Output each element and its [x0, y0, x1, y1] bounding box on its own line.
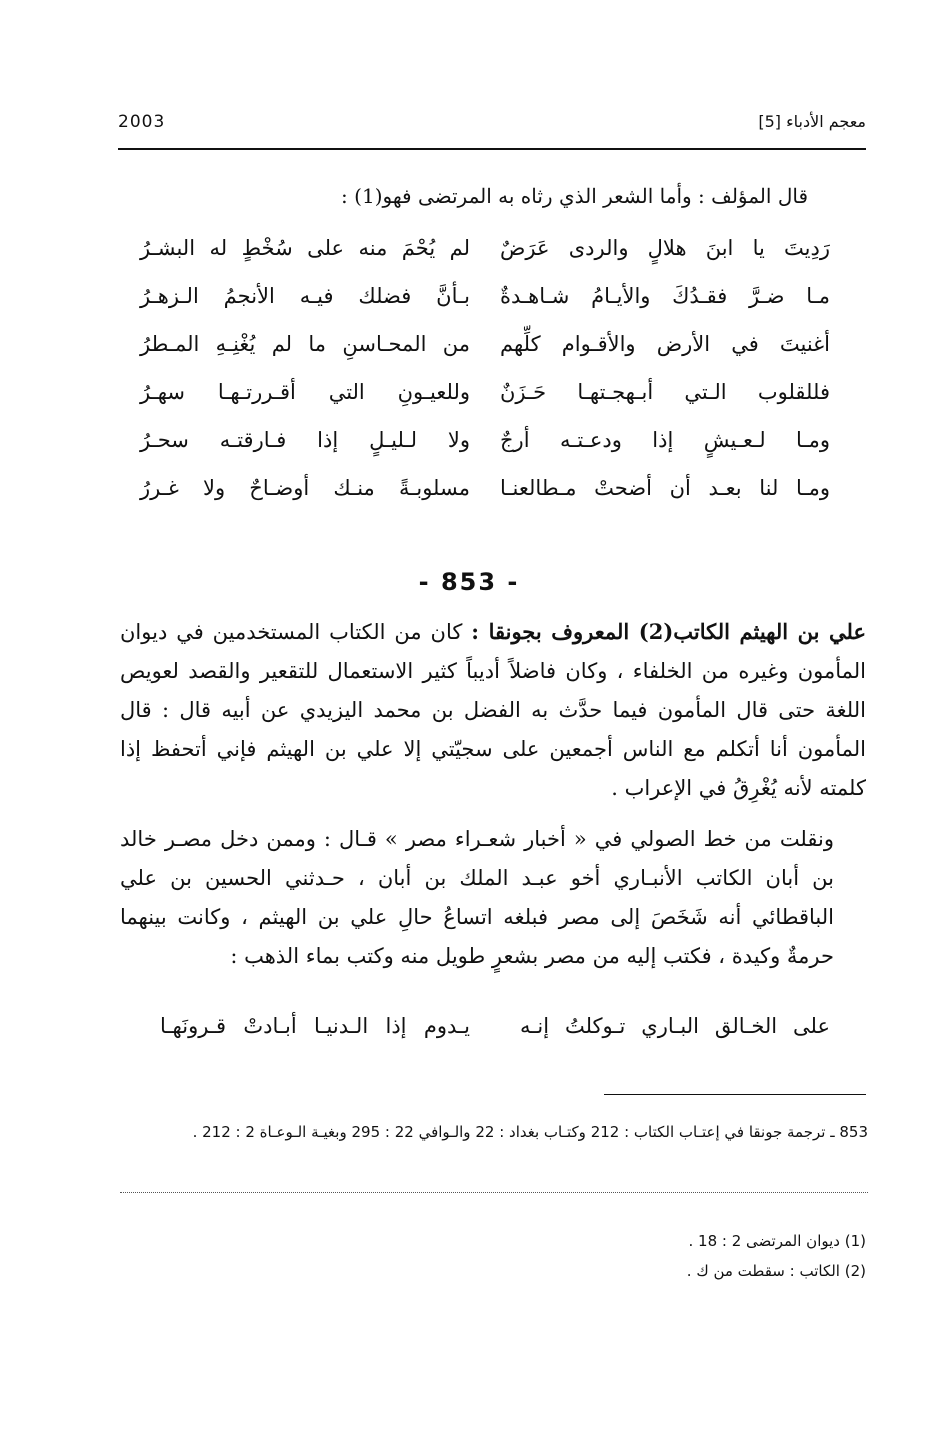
- poem-verse-4: [140, 380, 830, 428]
- footnote-rule: [604, 1094, 866, 1095]
- second-hemistich: بـأنَّ فضلك فيـه الأنجمُ الـزهـرُ: [140, 284, 470, 308]
- poem-verse-1: [140, 236, 830, 284]
- footnote-2: (2) الكاتب : سقطت من ك .: [686, 1262, 866, 1280]
- poem-verse-2: [140, 284, 830, 332]
- entry-paragraph-1-text: كان من الكتاب المستخدمين في ديوان المأمون وغيره من الخلفاء ، وكان فاضلاً أديباً كثير الاستعمال للتقعير والقصد لعويص اللغة حتى قال المأمون فيما حدَّث به الفضل بن محمد اليزيدي عن أبيه قال : قال المأمون أنا أتكلم مع الناس أجمعين على سجيّتي إلا علي بن الهيثم فإني أتحفظ إذا كلمته لأنه يُغْرِقُ في الإعراب .: [120, 620, 866, 800]
- entry-paragraph-1: [120, 612, 866, 808]
- entry-body: [120, 612, 866, 988]
- poem-verse-5: [140, 428, 830, 476]
- footnotes: [366, 1226, 866, 1286]
- first-hemistich: على الخـالق البـاري تـوكلتُ إنـه: [520, 1014, 830, 1038]
- first-hemistich: مـا ضـرَّ فقـدُكَ والأيـامُ شـاهـدةٌ: [500, 284, 830, 308]
- second-hemistich: وللعيـونِ التي أقـررتـهـا سهـرُ: [140, 380, 470, 404]
- first-hemistich: رَدِيتَ يا ابنَ هلالٍ والردى عَرَضٌ: [500, 236, 830, 260]
- second-hemistich: ولا لـليـلٍ إذا فـارقتـه سحـرُ: [140, 428, 470, 452]
- page-header: [118, 112, 866, 140]
- running-title: معجم الأدباء [5]: [758, 112, 866, 131]
- first-hemistich: فللقلوب الـتي أبـهجـتهـا حَـزَنٌ: [500, 380, 830, 404]
- source-note: 853 ـ ترجمة جونقا في إعتـاب الكتاب : 212 وكتـاب بغداد : 22 والـوافي 22 : 295 وبغيـة الـوعـاة 2 : 212 .: [192, 1123, 868, 1141]
- poem-intro: قال المؤلف : وأما الشعر الذي رثاه به المرتضى فهو(1) :: [341, 184, 808, 208]
- second-hemistich: مسلوبـةً منـك أوضـاحٌ ولا غـررُ: [140, 476, 470, 500]
- entry-paragraph-2: ونقلت من خط الصولي في « أخبار شعـراء مصر » قـال : وممن دخل مصـر خالد بن أبان الكاتب الأنبـاري أخو عبـد الملك بن أبان ، حـدثني الحسين بن علي الباقطائي أنه شَخَصَ إلى مصر فبلغه اتساعُ حالِ علي بن الهيثم ، وكانت بينهما حرمةٌ وكيدة ، فكتب إليه من مصر بشعرٍ طويل منه وكتب بماء الذهب :: [120, 827, 834, 968]
- second-hemistich: يـدوم إذا الـدنيـا أبـادتْ قـرونَهـا: [160, 1014, 470, 1038]
- second-hemistich: لم يُحْمَ منه على سُخْطٍ له البشـرُ: [140, 236, 470, 260]
- page-number: 2003: [118, 112, 166, 132]
- first-hemistich: أغنيتَ في الأرض والأقـوام كلِّهم: [500, 332, 830, 356]
- poem-verse-6: [140, 476, 830, 524]
- second-hemistich: من المحـاسنِ ما لم يُغْنِـهِ المـطرُ: [140, 332, 470, 356]
- first-hemistich: ومـا لـعـيشٍ إذا ودعـتـه أرجٌ: [500, 428, 830, 452]
- quoted-verse: [160, 1014, 830, 1054]
- entry-number: - 853 -: [418, 568, 520, 596]
- header-rule: [118, 148, 866, 150]
- first-hemistich: ومـا لنا بعـد أن أضحتْ مـطالعنـا: [500, 476, 830, 500]
- entry-heading: علي بن الهيثم الكاتب(2) المعروف بجونقا :: [471, 619, 866, 644]
- elegy-poem: [140, 236, 830, 524]
- poem-verse-3: [140, 332, 830, 380]
- footnote-1: (1) ديوان المرتضى 2 : 18 .: [688, 1232, 866, 1250]
- dotted-separator: [120, 1192, 868, 1193]
